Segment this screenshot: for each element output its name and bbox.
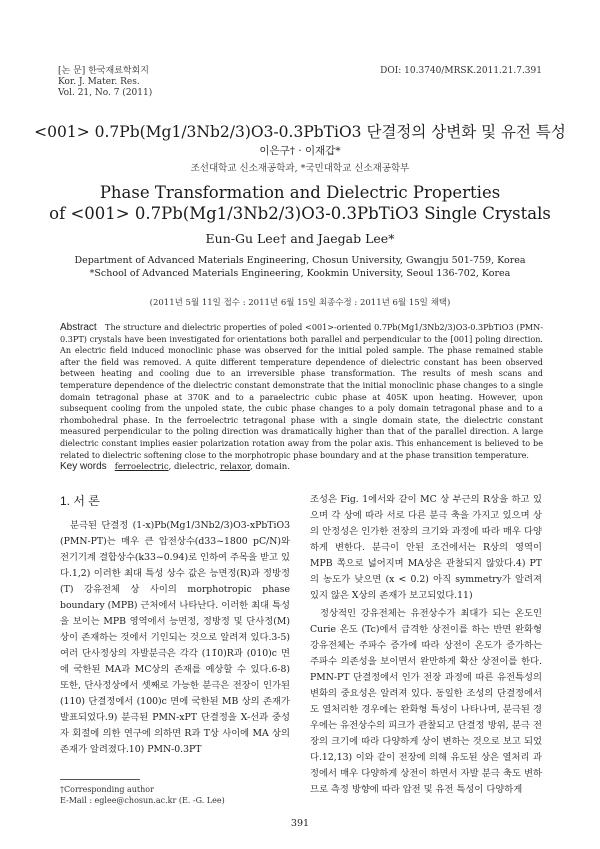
- journal-volume: Vol. 21, No. 7 (2011): [58, 88, 153, 98]
- author-email: E-Mail : eglee@chosun.ac.kr (E. -G. Lee): [60, 796, 225, 805]
- doi-header: [380, 66, 542, 77]
- submission-dates: (2011년 5월 11일 접수 : 2011년 6월 15일 최종수정 : 2011년 6월 15일 채택): [149, 298, 451, 308]
- body-paragraph: 정상적인 강유전체는 유전상수가 최대가 되는 온도인 Curie 온도 (Tc)에서 급격한 상전이를 하는 반면 완화형 강유전체는 주파수 증가에 따라 상전이 온도가 증가하는 주파수 의존성을 보이면서 완만하게 확산 상전이를 한다. PMN-PT 단결정에서 인가 전장 과정에 따른 유전특성의 변화의 중요성은 알려져 있다. 동일한 조성의 단결정에서도 열처리한 경우에는 완화형 특성이 나타나며, 분극된 경우에는 유전상수의 피크가 관찰되고 단결정 방위, 분극 전장의 크기에 따라 다양하게 상이 변하는 것으로 보고 되었다.12,13) 이와 같이 전장에 의해 유도된 상은 열처리 과정에서 매우 다양하게 상전이 하면서 자발 분극 축도 변하므로 측정 방향에 따라 압전 및 유전 특성이 다양하게: [310, 608, 542, 795]
- authors-korean: 이은구† · 이재갑*: [259, 145, 341, 157]
- corresponding-author-note: †Corresponding author: [60, 785, 154, 794]
- footnote-divider: [60, 779, 140, 780]
- affiliation-english-2: *School of Advanced Materials Engineering, Kookmin University, Seoul 136-702, Korea: [89, 267, 511, 279]
- abstract-label: Abstract: [60, 322, 97, 333]
- keyword-relaxor: relaxor: [220, 462, 250, 472]
- title-english: [0, 182, 600, 224]
- journal-name-english: Kor. J. Mater. Res.: [58, 77, 140, 87]
- journal-name-korean: [논 문] 한국재료학회지: [58, 66, 149, 76]
- keyword-ferroelectric: ferroelectric: [114, 462, 169, 472]
- title-korean: <001> 0.7Pb(Mg1/3Nb2/3)O3-0.3PbTiO3 단결정의 상변화 및 유전 특성: [34, 123, 566, 141]
- keyword-separator: , dielectric,: [168, 462, 221, 472]
- affiliations-korean: 조선대학교 신소재공학과, *국민대학교 신소재공학부: [190, 163, 410, 174]
- body-paragraph: 조성은 Fig. 1에서와 같이 MC 상 부근의 R상을 하고 있으며 각 상에 따라 서로 다른 분극 축을 가지고 있으며 상의 안정성은 인가한 전장의 크기와 과정에 따라 매우 다양하게 변한다. 분극이 안된 조건에서는 R상의 영역이 MPB 쪽으로 넓어지며 MA상은 관찰되지 않았다.4) PT의 농도가 낮으면 (x < 0.2) 아직 symmetry가 알려져 있지 않은 X상의 존재가 보고되었다.11): [310, 494, 542, 601]
- doi: DOI: 10.3740/MRSK.2011.21.7.391: [380, 66, 542, 76]
- journal-header: [58, 66, 152, 99]
- page-number: 391: [290, 818, 310, 829]
- keywords: [60, 461, 290, 472]
- keyword-separator: , domain.: [250, 462, 290, 472]
- title-english-line-1: Phase Transformation and Dielectric Properties: [99, 183, 501, 202]
- title-english-line-2: of <001> 0.7Pb(Mg1/3Nb2/3)O3-0.3PbTiO3 Single Crystals: [49, 204, 551, 223]
- affiliation-english-1: Department of Advanced Materials Engineering, Chosun University, Gwangju 501-759, Korea: [74, 255, 526, 266]
- body-right-column: [310, 492, 542, 798]
- authors-english: Eun-Gu Lee† and Jaegab Lee*: [205, 231, 395, 246]
- abstract-text: The structure and dielectric properties of poled <001>-oriented 0.7Pb(Mg1/3Nb2/3)O3-0.3PbTiO3 (PMN-0.3PT) crystals have been investigated for orientations both parallel and perpendicular to the [001] poling direction. An electric field induced monoclinic phase was observed for the initial poled sample. The phase remained stable after the field was removed. A quite different temperature dependence of dielectric constant has been observed between heating and cooling due to an irreversible phase transformation. The results of mesh scans and temperature dependence of the dielectric constant demonstrate that the initial monoclinic phase changes to a single domain tetragonal phase at 370K and to a paraelectric cubic phase at 405K upon heating. However, upon subsequent cooling from the unpoled state, the cubic phase changes to a poly domain tetragonal phase and to a rhombohedral phase. In the ferroelectric tetragonal phase with a single domain state, the dielectric constant measured perpendicular to the poling direction was dramatically higher than that of the parallel direction. A large dielectric constant implies easier polarization rotation away from the polar axis. This enhancement is believed to be related to dielectric softening close to the morphotropic phase boundary and at the phase transition temperature.: [60, 322, 543, 460]
- body-left-column: 분극된 단결정 (1-x)Pb(Mg1/3Nb2/3)O3-xPbTiO3 (PMN-PT)는 매우 큰 압전상수(d33~1800 pC/N)와 전기기계 결합상수(k33~0.94)로 인하여 주목을 받고 있다.1,2) 이러한 최대 특성 상수 값은 능면정(R)과 정방정(T) 강유전체 상 사이의 morphotropic phase boundary (MPB) 근처에서 나타난다. 이러한 최대 특성을 보이는 MPB 영역에서 능면정, 정방정 및 단사정(M) 상이 존재하는 것에서 기인되는 것으로 알려져 있다.3-5) 여러 단사정상의 자발분극은 각각 (11̄0)R과 (010)c 면에 국한된 MA과 MC상의 존재를 예상할 수 있다.6-8) 또한, 단사정상에서 셋째로 가능한 분극은 전장이 인가된 (110) 단결정에서 (100)c 면에 국한된 MB 상의 존재가 발표되었다.9) 분극된 PMN-xPT 단결정을 X-선과 중성자 회절에 의한 연구에 의하면 R과 T상 사이에 MA 상의 존재가 알려졌다.10) PMN-0.3PT: [60, 520, 290, 755]
- abstract: [60, 322, 543, 461]
- footnote: [60, 784, 225, 806]
- affiliations-english: [0, 255, 600, 280]
- section-title-introduction: 1. 서 론: [60, 494, 100, 508]
- keywords-label: Key words: [60, 461, 107, 472]
